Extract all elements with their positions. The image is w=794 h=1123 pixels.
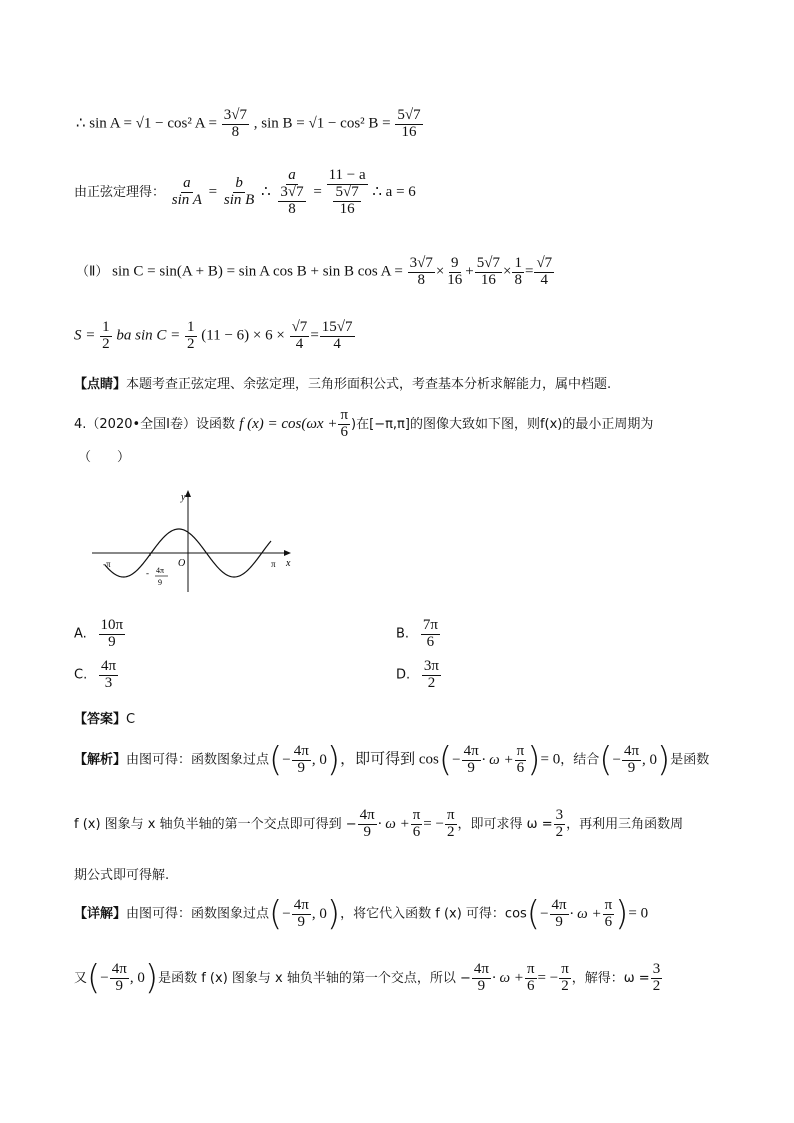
answer-paren: （ ）: [78, 450, 131, 465]
x-label: x: [286, 558, 291, 569]
detail-line-2: 又(− $\frac{4\pi}{9}$ , 0)是函数 f (x) 图象与 x 轴负半轴的第一个交点，所以 − $\frac{4\pi}{9}$ · ω + $\frac{\pi}{6}$ = − $\frac{\pi}{2}$ ，解得：ω = $\frac{3}{2}$: [74, 957, 661, 998]
comment-line: [74, 373, 611, 392]
sinB-expression: , sin B = √1 − cos² B =: [253, 115, 391, 132]
a-over-sinA: $\frac{a}{\text{sin A}}$: [171, 175, 202, 209]
y-axis-arrow: [185, 490, 191, 497]
detail-line-1: 【详解】由图可得：函数图象过点(− $\frac{4\pi}{9}$ , 0)，将它代入函数 f (x) 可得：cos(− $\frac{4\pi}{9}$ · ω + $\frac{\pi}{6}$ )= 0: [74, 893, 649, 934]
answer-line: [74, 708, 135, 727]
analysis-line-2: f (x) 图象与 x 轴负半轴的第一个交点即可得到 − $\frac{4\pi}{9}$ · ω + $\frac{\pi}{6}$ = − $\frac{\pi}{2}$ ，即可求得 ω = $\frac{3}{2}$ ，再利用三角函数周: [74, 807, 684, 840]
mark-denominator: 9: [158, 578, 162, 587]
sinC-expression: sin C = sin(A + B) = sin A cos B + sin B cos A =: [112, 263, 403, 280]
analysis-line-3: 期公式即可得解.: [74, 868, 170, 883]
analysis-tag: 【解析】: [74, 752, 127, 768]
mark-numerator: 4π: [156, 566, 165, 575]
a-over-3sqrt7-8: $\frac{a}{\frac{3√7}{8}}$: [280, 167, 304, 217]
answer-value: C: [126, 712, 136, 727]
option-c[interactable]: C. $\frac{4\pi}{3}$: [74, 658, 117, 691]
question-stem: 4.（2020•全国Ⅰ卷）设函数 f (x) = cos(ωx + $\frac{\pi}{6}$ )在[−π,π]的图像大致如下图，则f(x)的最小正周期为: [74, 407, 654, 440]
function-definition: f (x) = cos(ωx +: [239, 415, 338, 432]
b-over-sinB: $\frac{b}{\text{sin B}}$: [223, 175, 255, 209]
law-of-sines-label: 由正弦定理得：: [74, 185, 166, 201]
sin-values-line: [76, 108, 424, 141]
sinC-line: （Ⅱ） sin C = sin(A + B) = sin A cos B + sin B cos A = $\frac{3√7}{8}$ × $\frac{9}{16}$ + $\frac{5√7}{16}$ × $\frac{1}{8}$ = $\frac{√7}{4}$: [76, 255, 553, 288]
option-d[interactable]: D. $\frac{3\pi}{2}$: [396, 658, 439, 691]
11-a-over-5sqrt7-16: $\frac{11 - a}{\frac{5√7}{16}}$: [328, 167, 366, 217]
sinB-fraction: $\frac{5√7}{16}$: [397, 107, 421, 140]
sinA-expression: ∴ sin A = √1 − cos² A =: [76, 115, 218, 132]
mark-sign: -: [146, 568, 149, 578]
origin-label: O: [178, 558, 186, 569]
question-number: 4.: [74, 416, 87, 432]
part-two-label: （Ⅱ）: [76, 264, 109, 280]
law-of-sines-line: 由正弦定理得： $\frac{a}{\text{sin A}}$ = $\frac{b}{\text{sin B}}$ ∴ $\frac{a}{\frac{3√7}{8}}$ = $\frac{11 - a}{\frac{5√7}{16}}$ ∴ a = 6: [74, 167, 416, 217]
comment-text: 本题考查正弦定理、余弦定理，三角形面积公式，考查基本分析求解能力，属中档题.: [126, 377, 612, 392]
answer-tag: 【答案】: [74, 712, 127, 727]
pi-label: π: [271, 559, 276, 569]
comment-tag: 【点睛】: [74, 377, 127, 392]
x-axis-arrow: [284, 550, 291, 556]
question-source: （2020•全国Ⅰ卷）: [86, 416, 196, 432]
neg-pi-label: -π: [103, 559, 111, 569]
analysis-line-1: 【解析】由图可得：函数图象过点(− $\frac{4\pi}{9}$ , 0)，即可得到 cos(− $\frac{4\pi}{9}$ · ω + $\frac{\pi}{6}$ )= 0，结合(− $\frac{4\pi}{9}$ , 0)是函数: [74, 739, 710, 780]
cosine-graph: [88, 486, 298, 596]
a-result: ∴ a = 6: [372, 184, 416, 201]
option-b[interactable]: B. $\frac{7\pi}{6}$: [396, 617, 438, 650]
option-a[interactable]: A. $\frac{10\pi}{9}$: [74, 617, 124, 650]
sinA-fraction: $\frac{3√7}{8}$: [223, 107, 247, 140]
y-label: y: [181, 492, 186, 503]
area-line: S = $\frac{1}{2}$ ba sin C = $\frac{1}{2}$ (11 − 6) × 6 × $\frac{√7}{4}$ = $\frac{15√7}{4}$: [74, 319, 353, 352]
detail-tag: 【详解】: [74, 906, 127, 922]
